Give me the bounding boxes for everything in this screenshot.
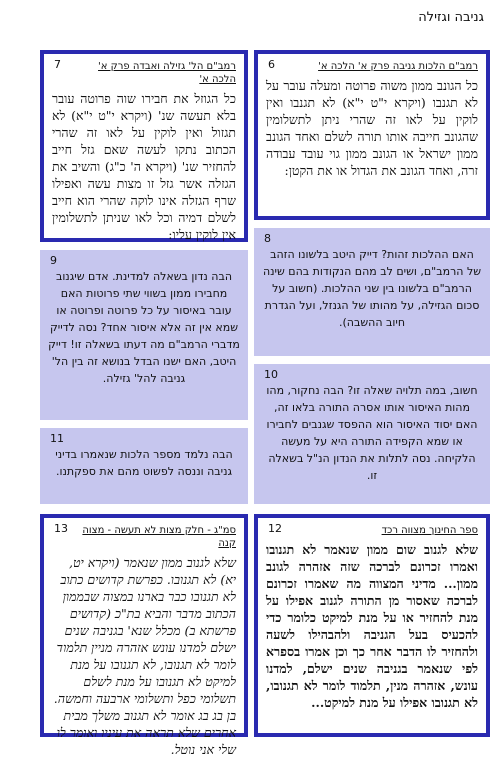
source-title: ספר החינוך מצווה רכד: [381, 525, 478, 536]
source-title: רמב"ם הלכות גניבה פרק א' הלכה א': [318, 61, 478, 72]
question-text: הבה נלמד מספר הלכות שנאמרו בדיני גניבה וננסה לפשוט מהם את ספקתנו.: [55, 448, 233, 478]
box-number: 9: [50, 254, 57, 267]
source-box-7: [40, 50, 248, 242]
source-box-12: [254, 514, 490, 737]
source-title: רמב"ם הל' גזילה ואבדה פרק א' הלכה א': [98, 61, 236, 85]
question-text: האם ההלכות זהות? דייק היטב בלשונו הזהב של הרמב"ם, ושים לב מהם הנקודות בהם שינה הרמב"ם בלשונו בין שני ההלכות. (חשוב על סכום הגזילה, על מהותו של הגנזל, ועל הגדרת חיוב ההשבה).: [262, 248, 482, 329]
source-text: כל הגוזל את חבירו שוה פרוטה עובר בלא תעשה שנ' (ויקרא י"ט י"א) לא תגזול ואין לוקין על לאו זה שהרי הכתוב נתקו לעשה שאם גזל חייב להחזיר שנ' (ויקרא ה' כ"ג) והשיב את הגזלה אשר גזל זו מצות עשה ואפילו שרף הגזלה אינו לוקה שהרי הוא חייב לשלם דמיה וכל לאו שניתן לתשלומין אין לוקין עליו:: [52, 91, 236, 242]
source-box-13: [40, 514, 248, 757]
box-number: 7: [54, 58, 61, 71]
box-number: 6: [268, 58, 275, 71]
question-box-8: [254, 228, 490, 356]
box-number: 11: [50, 432, 64, 445]
question-box-9: [40, 250, 248, 420]
source-text: כל הגונב ממון משוה פרוטה ומעלה עובר על לא תגנבו (ויקרא י"ט י"א) לא תגנבו ואין לוקין על לאו זה שהרי ניתן לתשלומין שהגונב חייבה אותו תורה לשלם ואחד הגונב ממון ישראל או הגונב ממון גוי עובד עבודה זרה, ואחד הגונב את הגדול או את הקטן:: [266, 78, 478, 178]
source-text: שלא לגנוב ממון שנאמר (ויקרא יט, יא) לא תגנובו. כפרשת קדושים כתוב לא תגנובו כבר בארנו במצוה שבממון הכתוב מדבר והביא בת"כ (קדושים פרשתא ב) מכלל שנא' בגניבה שנים ישלם למדנו עונש אזהרה מניין תלמוד לומר לא תגנובו, לא תגנובו על מנת למיקט לא תגנובו על מנת לשלם תשלומי כפל ותשלומי ארבעה וחמשה. בן בג בג אומר לא תגנוב משלך מבית אחרים שלא תראה את עיניו ואומר לו שלי אני נוטל.: [53, 555, 236, 757]
source-title: סמ"ג - חלק מצות לא תעשה - מצוה קנה: [82, 525, 236, 549]
source-text: שלא לגנוב שום ממון שנאמר לא תגנובו ואמרו זכרונם לברכה שזה אזהרה לגונב ממון... מדיני המצווה מה שאמרו זכרונם לברכה שאסור מן התורה לגנוב אפילו על מנת להחזיר או על מנת למיקט כלומר כדי להכעיס בעל הגניבה ולהבהילו לשעה ולהחזיר לו הדבר אחר כך וכן אמרו בספרא לפי שנאמר בגניבה שנים ישלם, למדנו עונש, אזהרה מנין, תלמוד לומר לא תגנובו, לא תגנובו אפילו על מנת למיקט...: [266, 542, 478, 710]
box-number: 10: [264, 368, 278, 381]
box-number: 13: [54, 522, 68, 535]
box-number: 12: [268, 522, 282, 535]
question-text: חשוב, במה תלויה שאלה זו? הבה נחקור, מהו מהות האיסור אותו אסרה התורה בלאו זה, האם יסוד האיסור הוא ההפסד שגנבים לחבירו או שמא הקפידה התורה היא על מעשה הלקיחה. נסה לתלות את הנדון הנ"ל בשאלה זו.: [266, 384, 478, 482]
box-number: 8: [264, 232, 271, 245]
page-header: גניבה וגזילה: [418, 10, 484, 25]
question-text: הבה נדון בשאלה למדינת. אדם שיגנוב מחבירו ממון בשווי שתי פרוטות האם עובר באיסור על כל פרוטה ופרוטה או שמא אין זה אלא איסור אחד? נסה לדייק מדברי הרמב"ם מה דעתו בשאלה זו! דייק היטב, האם ישנו הבדל בנושא זה בין הל' גניבה להל' גזילה.: [48, 270, 240, 385]
question-box-10: [254, 364, 490, 504]
question-box-11: [40, 428, 248, 504]
source-box-6: [254, 50, 490, 220]
